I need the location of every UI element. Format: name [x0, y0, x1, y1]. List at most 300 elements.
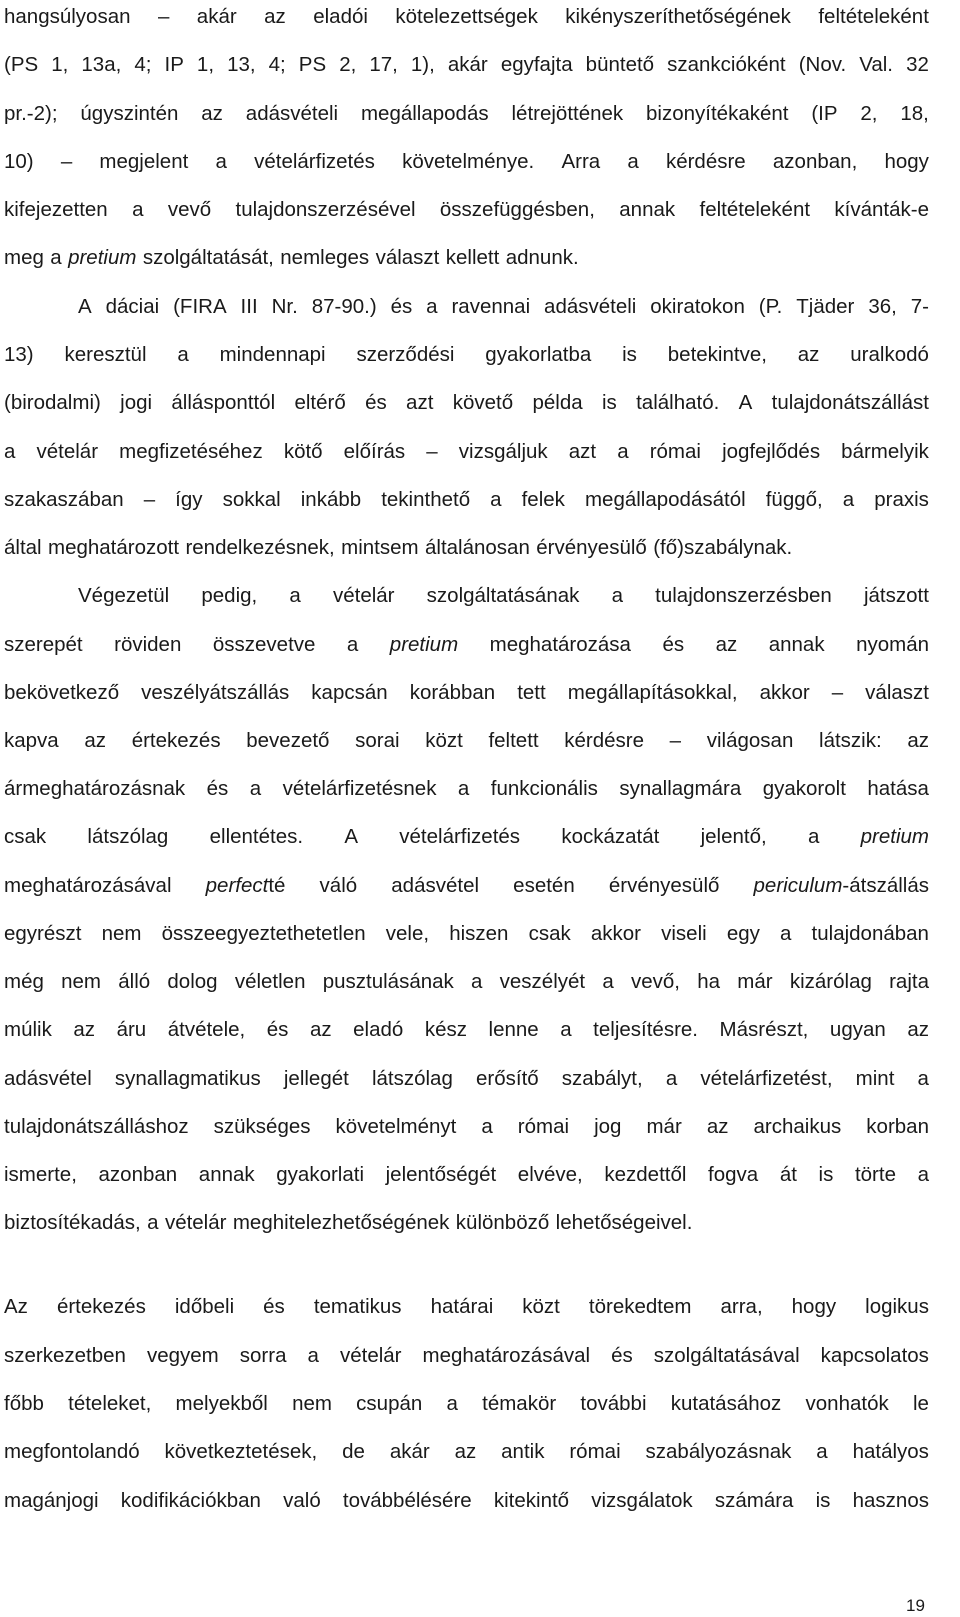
word: vételár [339, 1344, 402, 1367]
word: az [201, 102, 223, 125]
word: továbbélésére [342, 1489, 472, 1512]
word: IP [164, 53, 184, 76]
word: időbeli [174, 1295, 235, 1318]
word: archaikus [753, 1115, 842, 1138]
word: szabályozásnak [645, 1440, 792, 1463]
word: feltételeként [818, 5, 929, 28]
word: értekezés [131, 729, 221, 752]
word: rajta [889, 970, 929, 993]
word-suffix: -átszállás [842, 874, 929, 897]
text-line [78, 579, 929, 613]
word: 17, [369, 53, 398, 76]
page-number: 19 [906, 1596, 925, 1615]
word: viseli [661, 922, 707, 945]
word: az [309, 1018, 332, 1041]
word: az [84, 729, 107, 752]
word: létrejöttének [511, 102, 624, 125]
word: szabályt, [561, 1067, 643, 1090]
word: római [649, 440, 701, 463]
word: mint [855, 1067, 895, 1090]
word: ismerte, [4, 1163, 77, 1186]
word: általánosan [425, 536, 530, 559]
word: csupán [356, 1392, 423, 1415]
word: a [560, 1018, 572, 1041]
word: (Nov. [798, 53, 847, 76]
word: és [390, 295, 413, 318]
word: nem [61, 970, 102, 993]
word: elvéve, [517, 1163, 583, 1186]
text-line [4, 483, 929, 517]
word: egyfajta [500, 53, 573, 76]
word: szükséges [213, 1115, 311, 1138]
word: az [797, 343, 820, 366]
text-line [4, 628, 929, 662]
word: az [715, 633, 738, 656]
word: 1, [196, 53, 215, 76]
word: (PS [4, 53, 39, 76]
word: a [842, 488, 855, 511]
word: akár [196, 5, 237, 28]
word: rendelkezésnek, [185, 536, 335, 559]
word: eladói [313, 5, 368, 28]
word: következtetések, [164, 1440, 318, 1463]
word: érvényesülő [608, 874, 720, 897]
word: feltett [488, 729, 539, 752]
word: vegyem [146, 1344, 219, 1367]
word: (IP [811, 102, 838, 125]
italic-term: pretium [860, 825, 929, 848]
word: az [907, 1018, 929, 1041]
word: római [569, 1440, 621, 1463]
word: jelentő, [700, 825, 767, 848]
word: megfizetéséhez [119, 440, 263, 463]
word: betekintve, [667, 343, 767, 366]
word: vételárfizetésnek [282, 777, 437, 800]
word: jog [594, 1115, 622, 1138]
word: adásvétel [4, 1067, 92, 1090]
word: vételárfizetést, [700, 1067, 833, 1090]
word: pusztulásának [322, 970, 454, 993]
word: különböző [455, 1211, 550, 1234]
word: múlik [4, 1018, 52, 1041]
word: 18, [900, 102, 929, 125]
word: eladó [353, 1018, 404, 1041]
word: követelménye. [402, 150, 535, 173]
word: röviden [114, 633, 182, 656]
word: büntető [585, 53, 655, 76]
text-line [4, 193, 929, 227]
text-line [4, 1339, 929, 1373]
word: a [289, 584, 301, 607]
word: – [831, 681, 844, 704]
word: is [601, 391, 617, 414]
word: ugyan [829, 1018, 886, 1041]
text-line [4, 724, 929, 758]
word: tulajdonában [811, 922, 929, 945]
word: sokkal [222, 488, 281, 511]
word: Végezetül [78, 584, 170, 607]
text-line [4, 531, 929, 565]
word: véletlen [234, 970, 306, 993]
word: Val. [859, 53, 894, 76]
word: kész [424, 1018, 467, 1041]
word: nyomán [856, 633, 929, 656]
word: vevő, [631, 970, 680, 993]
word: meghatározásával [422, 1344, 591, 1367]
word: szerződési [356, 343, 455, 366]
word: kapcsán [311, 681, 388, 704]
word: a [490, 488, 502, 511]
word: vételárfizetés [399, 825, 521, 848]
word: felek [521, 488, 565, 511]
word: csak [4, 825, 47, 848]
word: – [669, 729, 682, 752]
word: az [706, 1115, 729, 1138]
word: hatályos [852, 1440, 929, 1463]
word: állásponttól [171, 391, 276, 414]
word: megjelent [99, 150, 189, 173]
word: 10) [4, 150, 34, 173]
word: a [426, 295, 438, 318]
word: csak [528, 922, 571, 945]
word: is [622, 343, 637, 366]
word: Nr. [271, 295, 298, 318]
word: erősítő [476, 1067, 539, 1090]
word: veszélyét [499, 970, 586, 993]
word: egy [726, 922, 760, 945]
word: meghatározásával [4, 874, 172, 897]
word: látszólag [87, 825, 169, 848]
word: korban [866, 1115, 929, 1138]
word: számára [714, 1489, 794, 1512]
word: vevő [167, 198, 212, 221]
word: synallagmatikus [114, 1067, 261, 1090]
text-line [4, 1013, 929, 1047]
word: úgyszintén [80, 102, 179, 125]
word: kellett [445, 246, 500, 269]
word: meghatározott [48, 536, 180, 559]
word: synallagmára [619, 777, 742, 800]
word: át [779, 1163, 797, 1186]
text-line [4, 338, 929, 372]
word: akár [389, 1440, 430, 1463]
word: az [73, 1018, 96, 1041]
word: jellegét [283, 1067, 349, 1090]
word: 13a, [81, 53, 122, 76]
word: a [147, 1211, 159, 1234]
word: előírás [343, 440, 406, 463]
word: játszott [863, 584, 929, 607]
word: megállapításokkal, [567, 681, 738, 704]
word: 1, [51, 53, 69, 76]
word: annak [768, 633, 825, 656]
word: a [446, 1392, 458, 1415]
word: által [4, 536, 42, 559]
word: és [266, 1018, 289, 1041]
text-line [4, 386, 929, 420]
word: meg [4, 246, 44, 269]
word: a [457, 777, 470, 800]
word: A [738, 391, 753, 414]
word: gyakorlati [276, 1163, 365, 1186]
word: a [215, 150, 227, 173]
word: és [611, 1344, 633, 1367]
word: váló [319, 874, 358, 897]
word: található. [636, 391, 720, 414]
word: szankcióként [667, 53, 786, 76]
word: sorai [355, 729, 400, 752]
word: annak [619, 198, 676, 221]
word: a [611, 584, 623, 607]
word: (FIRA [173, 295, 227, 318]
word: meghitelezhetőségének [232, 1211, 450, 1234]
word: vele, [385, 922, 430, 945]
word: kapva [4, 729, 59, 752]
word: gyakorolt [762, 777, 846, 800]
word: A [344, 825, 359, 848]
word: hatása [867, 777, 929, 800]
word: nem [101, 922, 142, 945]
word: választ [375, 246, 440, 269]
word: további [580, 1392, 647, 1415]
word: (P. [758, 295, 783, 318]
text-line [4, 1110, 929, 1144]
word: megfontolandó [4, 1440, 140, 1463]
word: a [4, 440, 16, 463]
word: kizárólag [789, 970, 872, 993]
text-line [4, 1484, 929, 1518]
word: szolgáltatásának [426, 584, 580, 607]
word: Tjäder [796, 295, 855, 318]
word: vételár [36, 440, 99, 463]
word: szerepét [4, 633, 83, 656]
word: de [342, 1440, 365, 1463]
word [68, 241, 136, 275]
word: tett [517, 681, 546, 704]
text-line [4, 820, 929, 854]
word: bekövetkező [4, 681, 120, 704]
word: a [602, 970, 614, 993]
word: 1), [410, 53, 435, 76]
word: a [50, 246, 62, 269]
word: 36, [868, 295, 897, 318]
word: 2, [339, 53, 357, 76]
word [861, 820, 929, 854]
word: a [346, 633, 359, 656]
word: a [780, 922, 792, 945]
word [754, 869, 929, 903]
word: a [132, 198, 144, 221]
word: magánjogi [4, 1489, 99, 1512]
text-line [4, 97, 929, 131]
word: nem [292, 1392, 332, 1415]
text-line [4, 869, 929, 903]
word: jelentőségét [385, 1163, 497, 1186]
word: megállapodás [360, 102, 489, 125]
word: egyrészt [4, 922, 82, 945]
word: A [78, 295, 92, 318]
word: Arra [561, 150, 601, 173]
word: kutatásához [670, 1392, 782, 1415]
word: áru [116, 1018, 147, 1041]
word: le [912, 1392, 929, 1415]
word: kötő [283, 440, 323, 463]
text-line [4, 1062, 929, 1096]
word: praxis [874, 488, 929, 511]
word: – [157, 5, 170, 28]
word: dolog [167, 970, 218, 993]
word: is [818, 1163, 834, 1186]
word: kívánták-e [834, 198, 929, 221]
word: összefüggésben, [439, 198, 595, 221]
word: kérdésre [564, 729, 645, 752]
word: (fő)szabálynak. [653, 536, 793, 559]
word: pedig, [201, 584, 258, 607]
word: mindennapi [219, 343, 326, 366]
text-line [4, 917, 929, 951]
text-line [4, 1290, 929, 1324]
word: – [60, 150, 73, 173]
word: pr.-2); [4, 102, 58, 125]
word: és [365, 391, 387, 414]
word: adásvételi [544, 295, 637, 318]
text-line [4, 0, 929, 34]
word: meghatározása [489, 633, 631, 656]
word: főbb [4, 1392, 44, 1415]
word: esetén [513, 874, 575, 897]
word: határai [430, 1295, 494, 1318]
text-line [4, 1158, 929, 1192]
word: törekedtem [588, 1295, 692, 1318]
word: tulajdonszerzésével [235, 198, 416, 221]
word: keresztül [64, 343, 147, 366]
word: 4; [268, 53, 286, 76]
word: így [175, 488, 203, 511]
text-line [4, 965, 929, 999]
word: kezdettől [604, 1163, 687, 1186]
word: szolgáltatását, [142, 246, 274, 269]
word: teljesítésre. [593, 1018, 698, 1041]
word: látszólag [371, 1067, 453, 1090]
word: tulajdonátszállást [771, 391, 929, 414]
word: érvényesülő [536, 536, 647, 559]
word: bizonyítékaként [646, 102, 789, 125]
word: függő, [765, 488, 823, 511]
text-line [4, 772, 929, 806]
word: már [737, 970, 773, 993]
word: lenne [488, 1018, 539, 1041]
word: tételeket, [68, 1392, 152, 1415]
text-line [4, 241, 929, 275]
word: világosan [706, 729, 794, 752]
word: vizsgálatok [591, 1489, 693, 1512]
word: hasznos [852, 1489, 929, 1512]
italic-term: perfect [205, 874, 269, 897]
italic-term: pretium [68, 246, 137, 269]
word: kitekintő [493, 1489, 570, 1512]
word: akkor [590, 922, 641, 945]
word: a [917, 1163, 929, 1186]
word: az [264, 5, 286, 28]
word: római [517, 1115, 570, 1138]
word: akár [447, 53, 488, 76]
word: közt [425, 729, 463, 752]
word: bevezető [246, 729, 330, 752]
word: azt [406, 391, 434, 414]
word: lehetőségeivel. [555, 1211, 693, 1234]
word: és [263, 1295, 285, 1318]
word: azonban [98, 1163, 178, 1186]
word: a [471, 970, 483, 993]
word: bármelyik [841, 440, 929, 463]
word: mintsem [341, 536, 419, 559]
word: kérdésre [665, 150, 746, 173]
word: antik [501, 1440, 545, 1463]
word: vonhatók [805, 1392, 889, 1415]
word: a [627, 150, 639, 173]
word: fogva [708, 1163, 759, 1186]
word: a [481, 1115, 493, 1138]
word: közt [522, 1295, 560, 1318]
word: melyekből [175, 1392, 268, 1415]
word: azonban, [772, 150, 858, 173]
word: Másrészt, [719, 1018, 809, 1041]
word: korábban [409, 681, 496, 704]
word: feltételeként [699, 198, 811, 221]
word: III [240, 295, 258, 318]
word: 32 [906, 53, 929, 76]
word: 7- [910, 295, 929, 318]
word: adásvételi [245, 102, 339, 125]
word: összevetve [212, 633, 316, 656]
italic-term: periculum [753, 874, 843, 897]
text-line [78, 290, 929, 324]
word: jogfejlődés [722, 440, 821, 463]
word: adnunk. [505, 246, 579, 269]
word: látszik: [819, 729, 882, 752]
word: tekinthető [381, 488, 471, 511]
text-line [4, 1206, 929, 1240]
text-line [4, 145, 929, 179]
word: 4; [134, 53, 152, 76]
word: megállapodásától [584, 488, 746, 511]
word: hogy [791, 1295, 837, 1318]
word: vizsgáljuk [458, 440, 548, 463]
word: már [646, 1115, 682, 1138]
word: inkább [300, 488, 362, 511]
word: okiratokon [650, 295, 745, 318]
word: és [662, 633, 685, 656]
word: tulajdonszerzésben [655, 584, 832, 607]
word: a [307, 1344, 319, 1367]
word: hogy [884, 150, 929, 173]
word: biztosítékadás, [4, 1211, 141, 1234]
word: kötelezettségek [395, 5, 538, 28]
word: 13, [227, 53, 256, 76]
word: a [617, 440, 629, 463]
word: értekezés [56, 1295, 146, 1318]
word: logikus [865, 1295, 929, 1318]
word: (birodalmi) [4, 391, 101, 414]
word: kikényszeríthetőségének [565, 5, 791, 28]
text-line [4, 676, 929, 710]
word: szerkezetben [4, 1344, 126, 1367]
word: a [665, 1067, 678, 1090]
word: arra, [720, 1295, 763, 1318]
word: összeegyeztethetetlen [161, 922, 366, 945]
word: 2, [860, 102, 878, 125]
text-line [4, 1435, 929, 1469]
